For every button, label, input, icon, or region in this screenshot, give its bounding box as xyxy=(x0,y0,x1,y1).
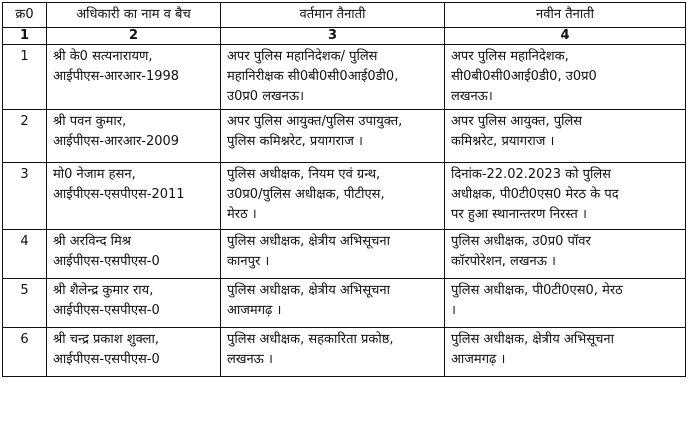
current-posting-cell xyxy=(221,279,445,328)
officer-name: श्री शैलेन्द्र कुमार राय, xyxy=(53,283,154,298)
officer-name-cell xyxy=(47,110,221,163)
new-posting-line: कॉरपोरेशन, लखनऊ । xyxy=(451,254,556,269)
officer-name: श्री पवन कुमार, xyxy=(53,114,127,129)
officer-name: श्री के0 सत्यनारायण, xyxy=(53,49,153,64)
column-number: 4 xyxy=(445,28,686,45)
serial-number: 4 xyxy=(3,230,47,279)
new-posting-line: । xyxy=(451,303,456,318)
new-posting-line: अपर पुलिस आयुक्त, पुलिस xyxy=(451,114,583,129)
serial-number: 1 xyxy=(3,45,47,110)
table-row xyxy=(3,163,686,230)
table-row xyxy=(3,230,686,279)
new-posting-cell xyxy=(445,110,686,163)
serial-number: 3 xyxy=(3,163,47,230)
current-posting-line: महानिरीक्षक सी0बी0सी0आई0डी0, xyxy=(227,69,399,84)
officer-batch: आईपीएस-आरआर-1998 xyxy=(53,69,180,84)
current-posting-line: अपर पुलिस महानिदेशक/ पुलिस xyxy=(227,49,378,64)
officer-name-cell xyxy=(47,230,221,279)
serial-number: 6 xyxy=(3,328,47,377)
new-posting-line: सी0बी0सी0आई0डी0, उ0प्र0 xyxy=(451,69,597,84)
officer-batch: आईपीएस-एसपीएस-2011 xyxy=(53,187,185,202)
current-posting-cell xyxy=(221,110,445,163)
current-posting-line: पुलिस अधीक्षक, क्षेत्रीय अभिसूचना xyxy=(227,283,390,298)
new-posting-line: पुलिस अधीक्षक, पी0टी0एस0, मेरठ xyxy=(451,283,623,298)
new-posting-cell xyxy=(445,279,686,328)
officer-name-cell xyxy=(47,45,221,110)
table-row xyxy=(3,328,686,377)
current-posting-cell xyxy=(221,163,445,230)
new-posting-line: अपर पुलिस महानिदेशक, xyxy=(451,49,569,64)
column-number-row xyxy=(3,28,686,45)
current-posting-line: पुलिस अधीक्षक, नियम एवं ग्रन्थ, xyxy=(227,167,381,182)
new-posting-line: अधीक्षक, पी0टी0एस0 मेरठ के पद xyxy=(451,187,619,202)
current-posting-line: आजमगढ़ । xyxy=(227,303,282,318)
new-posting-cell xyxy=(445,163,686,230)
current-posting-line: मेरठ । xyxy=(227,207,257,222)
new-posting-line: पुलिस अधीक्षक, क्षेत्रीय अभिसूचना xyxy=(451,332,614,347)
new-posting-line: पुलिस अधीक्षक, उ0प्र0 पॉवर xyxy=(451,234,591,249)
new-posting-line: कमिश्नरेट, प्रयागराज । xyxy=(451,134,555,149)
officer-name: श्री चन्द्र प्रकाश शुक्ला, xyxy=(53,332,159,347)
table-row xyxy=(3,279,686,328)
new-posting-line: पर हुआ स्थानान्तरण निरस्त । xyxy=(451,207,587,222)
new-posting-cell xyxy=(445,328,686,377)
header-officer-name: अधिकारी का नाम व बैच xyxy=(47,3,221,28)
officer-name-cell xyxy=(47,163,221,230)
header-serial: क्र0 xyxy=(3,3,47,28)
serial-number: 5 xyxy=(3,279,47,328)
officer-name-cell xyxy=(47,328,221,377)
column-number: 2 xyxy=(47,28,221,45)
serial-number: 2 xyxy=(3,110,47,163)
new-posting-cell xyxy=(445,230,686,279)
header-new-posting: नवीन तैनाती xyxy=(445,3,686,28)
new-posting-cell xyxy=(445,45,686,110)
officer-name: श्री अरविन्द मिश्र xyxy=(53,234,131,249)
officer-name-cell xyxy=(47,279,221,328)
new-posting-line: दिनांक-22.02.2023 को पुलिस xyxy=(451,167,611,182)
new-posting-line: आजमगढ़ । xyxy=(451,352,506,367)
column-number: 3 xyxy=(221,28,445,45)
column-number: 1 xyxy=(3,28,47,45)
header-row xyxy=(3,3,686,28)
current-posting-line: पुलिस कमिश्नरेट, प्रयागराज । xyxy=(227,134,363,149)
table-row xyxy=(3,110,686,163)
current-posting-line: उ0प्र0/पुलिस अधीक्षक, पीटीएस, xyxy=(227,187,385,202)
officer-name: मो0 नेजाम हसन, xyxy=(53,167,136,182)
transfer-table xyxy=(2,2,686,377)
current-posting-cell xyxy=(221,328,445,377)
current-posting-cell xyxy=(221,45,445,110)
current-posting-line: अपर पुलिस आयुक्त/पुलिस उपायुक्त, xyxy=(227,114,403,129)
officer-batch: आईपीएस-एसपीएस-0 xyxy=(53,303,160,318)
current-posting-line: उ0प्र0 लखनऊ। xyxy=(227,89,304,104)
officer-batch: आईपीएस-आरआर-2009 xyxy=(53,134,180,149)
officer-batch: आईपीएस-एसपीएस-0 xyxy=(53,352,160,367)
current-posting-line: पुलिस अधीक्षक, सहकारिता प्रकोष्ठ, xyxy=(227,332,394,347)
current-posting-line: लखनऊ । xyxy=(227,352,273,367)
current-posting-line: पुलिस अधीक्षक, क्षेत्रीय अभिसूचना xyxy=(227,234,390,249)
officer-batch: आईपीएस-एसपीएस-0 xyxy=(53,254,160,269)
table-row xyxy=(3,45,686,110)
new-posting-line: लखनऊ। xyxy=(451,89,493,104)
current-posting-cell xyxy=(221,230,445,279)
header-current-posting: वर्तमान तैनाती xyxy=(221,3,445,28)
current-posting-line: कानपुर । xyxy=(227,254,270,269)
